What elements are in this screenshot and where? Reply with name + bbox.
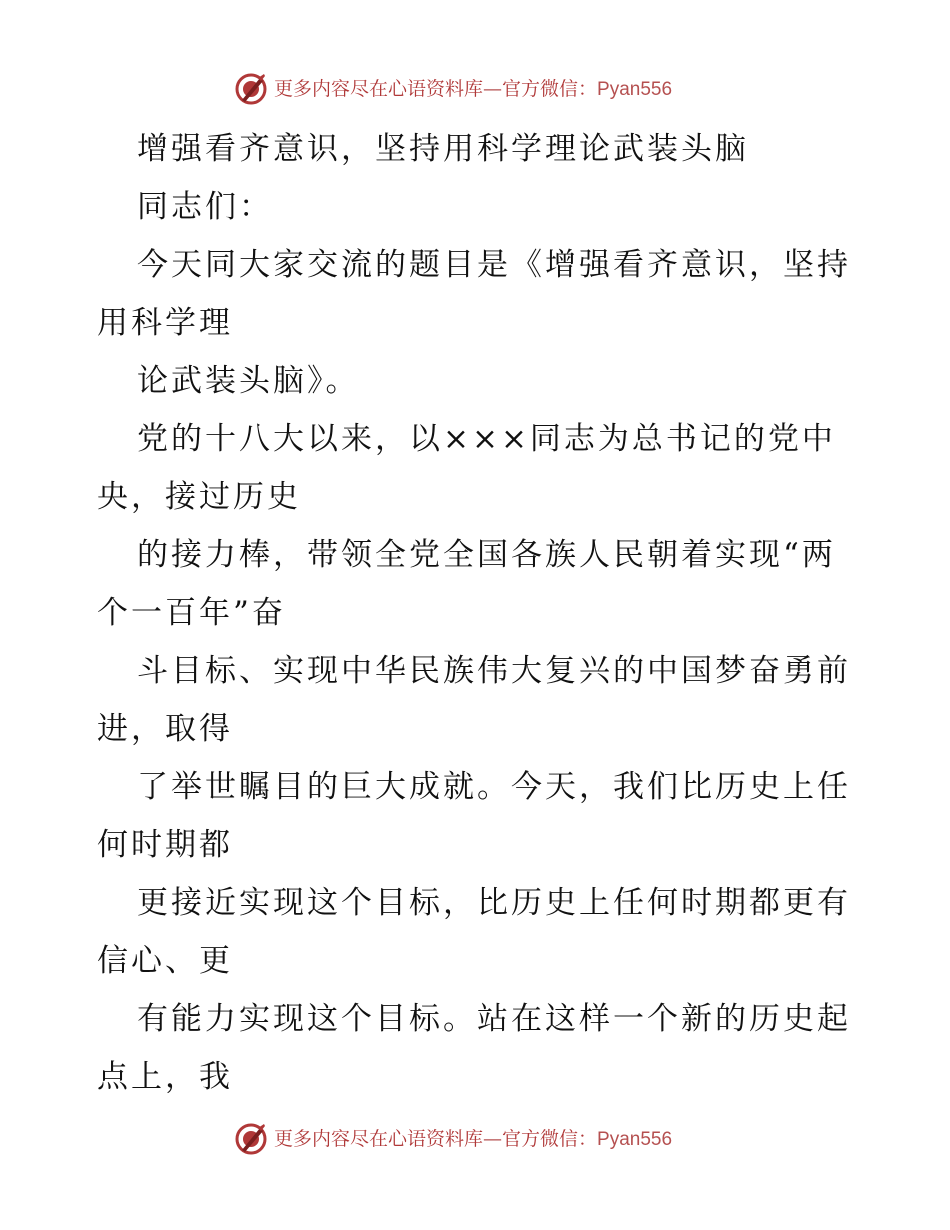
banner-text [274,77,672,102]
banner-contact-label: 官方微信： [502,78,598,100]
paragraph-6: 了举世瞩目的巨大成就。今天，我们比历史上任何时期都 [97,769,851,863]
footer-banner [0,1120,950,1160]
banner-slogan: 更多内容尽在心语资料库 [274,1128,484,1150]
banner-slogan: 更多内容尽在心语资料库 [274,78,484,100]
banner-contact-handle: Pyan556 [597,79,673,100]
quill-seal-icon [234,1122,268,1156]
banner-separator: — [483,1128,503,1150]
paragraph-5: 斗目标、实现中华民族伟大复兴的中国梦奋勇前进，取得 [97,653,851,747]
paragraph-8: 有能力实现这个目标。站在这样一个新的历史起点上，我 [97,1001,851,1095]
paragraph-4: 的接力棒，带领全党全国各族人民朝着实现“两个一百年”奋 [97,537,836,631]
banner-text [274,1127,672,1152]
document-title: 增强看齐意识，坚持用科学理论武装头脑 [137,131,749,167]
paragraph-3: 党的十八大以来，以×××同志为总书记的党中央，接过历史 [97,421,836,515]
quill-seal-icon [234,72,268,106]
paragraph-1: 今天同大家交流的题目是《增强看齐意识，坚持用科学理 [97,247,851,341]
banner-contact-handle: Pyan556 [597,1129,673,1150]
paragraph-2: 论武装头脑》。 [137,363,360,399]
paragraph-7: 更接近实现这个目标，比历史上任何时期都更有信心、更 [97,885,851,979]
banner-contact-label: 官方微信： [502,1128,598,1150]
banner-separator: — [483,78,503,100]
salutation: 同志们： [137,189,273,225]
header-banner [0,70,950,110]
